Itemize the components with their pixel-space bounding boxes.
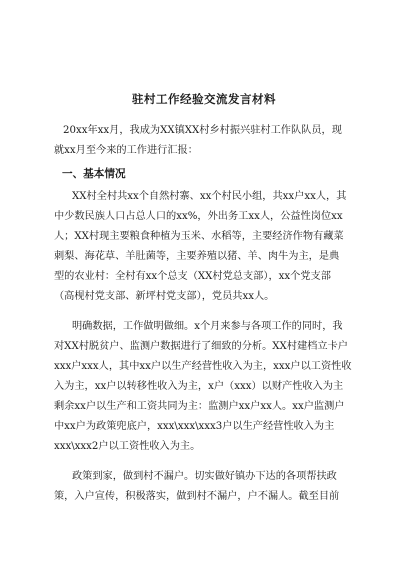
section-heading-basic-info: 一、基本情况	[62, 168, 126, 180]
para3-line-2: 策，入户宣传，积极落实，做到村不漏户，户不漏人。截至目前	[54, 491, 340, 502]
para1-line-2: 中少数民族人口占总人口的xx%，外出务工xx人，公益性岗位xx	[54, 211, 343, 222]
para1-line-5: 型的农业村：全村有xx个总支（XX村党总支部），xx个党支部	[54, 271, 331, 282]
para3-line-1: 政策到家，做到村不漏户。切实做好镇办下达的各项帮扶政	[72, 471, 337, 482]
para1-line-1: XX村全村共xx个自然村寨、xx个村民小组，共xx户xx人，其	[72, 191, 347, 202]
intro-line-2: 就xx月至今来的工作进行汇报：	[54, 145, 198, 156]
para2-line-3: xxx户xxx人，其中xx户以生产经营性收入为主，xxx户以工资性收	[54, 361, 352, 372]
para2-line-1: 明确数据，工作做明做细。x个月来参与各项工作的同时，我	[72, 321, 343, 332]
para2-line-7: xxx\xxx2户以工资性收入为主。	[54, 441, 201, 452]
para1-line-6: （高枧村党支部、新坪村党支部），党员共xx人。	[54, 291, 275, 302]
para1-line-4: 刺梨、海花草、羊肚菌等，主要养殖以猪、羊、肉牛为主，是典	[54, 251, 340, 262]
intro-line-1: 20xx年xx月，我成为XX镇XX村乡村振兴驻村工作队队员，现	[63, 125, 342, 136]
document-title: 驻村工作经验交流发言材料	[132, 92, 276, 106]
para2-line-5: 剩余xx户以生产和工资共同为主：监测户xx户xx人。xx户监测户	[54, 401, 345, 412]
para2-line-6: 中xx户为政策兜底户，xxx\xxx\xxx3户以生产经营性收入为主	[54, 421, 335, 432]
para2-line-2: 对XX村脱贫户、监测户数据进行了细致的分析。XX村建档立卡户	[54, 341, 348, 352]
para2-line-4: 入为主，xx户以转移性收入为主，x户（xxx）以财产性收入为主	[54, 381, 344, 392]
para1-line-3: 人；XX村现主要粮食种植为玉米、水稻等，主要经济作物有藏菜	[54, 231, 344, 242]
